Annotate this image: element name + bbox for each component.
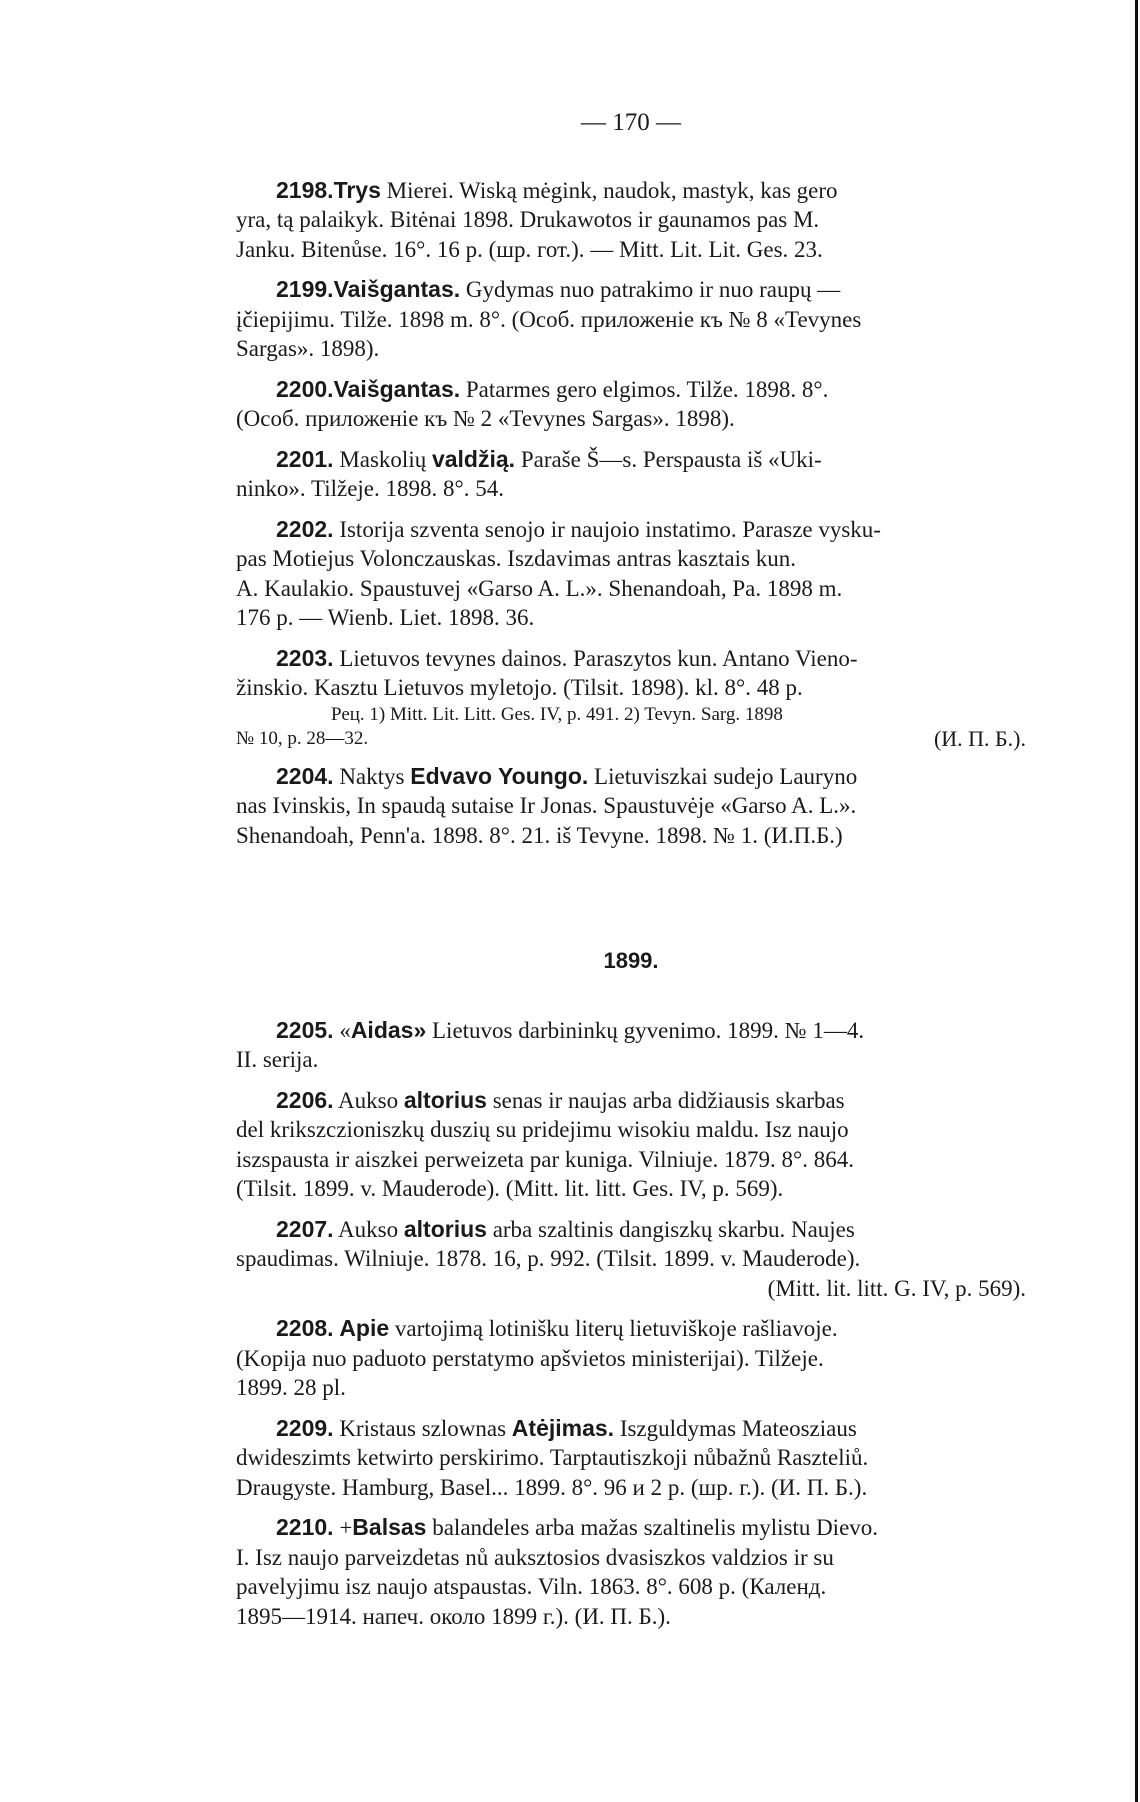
entry-number: 2210. bbox=[276, 1514, 334, 1540]
entry-prefix: Aukso bbox=[333, 1087, 404, 1113]
entry-text: pavelyjimu isz naujo atspaustas. Viln. 1863. 8°. 608 p. (Календ. bbox=[236, 1574, 827, 1599]
entry-first-line bbox=[236, 445, 1066, 475]
catalog-entry bbox=[236, 275, 1066, 364]
entry-text: 176 p. — Wienb. Liet. 1898. 36. bbox=[236, 605, 535, 630]
catalog-entry bbox=[236, 1513, 1066, 1631]
page-edge-line bbox=[1135, 0, 1138, 1802]
entry-bold-title: altorius bbox=[403, 1086, 487, 1113]
catalog-entry bbox=[236, 515, 1066, 633]
entry-number: 2209. bbox=[276, 1414, 334, 1441]
entry-text: II. serija. bbox=[236, 1047, 319, 1072]
entry-line bbox=[236, 1244, 1066, 1274]
entry-text: Shenandoah, Penn'a. 1898. 8°. 21. iš Tevyne. 1898. № 1. (И.П.Б.) bbox=[236, 822, 843, 848]
entry-line bbox=[236, 1344, 1066, 1374]
entry-text: nas Ivinskis, In spaudą sutaise Ir Jonas. Spaustuvėje «Garso A. L.». bbox=[236, 793, 857, 818]
entry-text: I. Isz naujo parveizdetas nů auksztosios dvasiszkos valdzios ir su bbox=[236, 1544, 834, 1570]
entry-line bbox=[236, 1473, 1066, 1503]
entry-number: 2204. bbox=[276, 762, 334, 789]
catalog-entry bbox=[236, 644, 1066, 751]
entry-text: Mierei. Wiską mėgink, naudok, mastyk, kas gero bbox=[380, 177, 838, 203]
entry-number: 2198. bbox=[276, 176, 334, 203]
entry-text: 1899. 28 pl. bbox=[236, 1375, 346, 1400]
entry-text: Istorija szventa senojo ir naujoio instatimo. Parasze vysku- bbox=[333, 516, 881, 542]
entry-text: Lietuviszkai sudejo Lauryno bbox=[588, 763, 858, 789]
entry-reference: (Mitt. lit. litt. G. IV, p. 569). bbox=[767, 1275, 1026, 1301]
entry-first-line bbox=[236, 275, 1066, 305]
entry-text: senas ir naujas arba didžiausis skarbas bbox=[486, 1087, 845, 1113]
catalog-entry bbox=[236, 445, 1066, 504]
entry-text: Lietuvos darbininkų gyvenimo. 1899. № 1—4. bbox=[426, 1017, 865, 1043]
entry-number: 2200. bbox=[276, 375, 334, 402]
entry-number: 2202. bbox=[276, 515, 334, 542]
document-page bbox=[236, 108, 1066, 1642]
entry-first-line bbox=[236, 176, 1066, 206]
entry-number: 2207. bbox=[276, 1215, 334, 1242]
entry-line bbox=[236, 1145, 1066, 1175]
entry-bold-title: Edvavo Youngo. bbox=[410, 762, 589, 789]
entry-bold-title: Atėjimas. bbox=[511, 1414, 615, 1441]
note-line: № 10, p. 28—32. bbox=[236, 727, 369, 749]
entry-line bbox=[236, 1045, 1066, 1075]
entry-line bbox=[236, 673, 1066, 703]
entry-line bbox=[236, 1373, 1066, 1403]
entry-first-line bbox=[236, 1086, 1066, 1116]
entry-number: 2203. bbox=[276, 644, 334, 671]
entry-text: pas Motiejus Volonczauskas. Iszdavimas antras kasztais kun. bbox=[236, 546, 796, 571]
entry-line bbox=[236, 334, 1066, 364]
entry-text: spaudimas. Wilniuje. 1878. 16, p. 992. (Tilsit. 1899. v. Mauderode). bbox=[236, 1246, 861, 1271]
entries-1898 bbox=[236, 176, 1066, 851]
entry-line bbox=[236, 1115, 1066, 1145]
entry-text: įčiepijimu. Tilže. 1898 m. 8°. (Особ. приложеніе къ № 8 «Tevynes bbox=[236, 306, 862, 332]
entry-text: Paraše Š—s. Perspausta iš «Uki- bbox=[515, 446, 822, 472]
entry-text: arba szaltinis dangiszkų skarbu. Naujes bbox=[486, 1216, 855, 1242]
entry-line bbox=[236, 474, 1066, 504]
entry-number: 2199. bbox=[276, 276, 334, 302]
entry-text: (Kopija nuo paduoto perstatymo apšvietos ministerijai). Tilžeje. bbox=[236, 1345, 824, 1371]
entry-text: del krikszczioniszkų duszių su pridejimu wisokiu maldu. Isz naujo bbox=[236, 1117, 849, 1142]
entry-text: (Tilsit. 1899. v. Mauderode). (Mitt. lit. litt. Ges. IV, p. 569). bbox=[236, 1176, 784, 1201]
catalog-entry bbox=[236, 1016, 1066, 1075]
entry-line bbox=[236, 1602, 1066, 1632]
entry-text: iszspausta ir aiszkei perweizeta par kuniga. Vilniuje. 1879. 8°. 864. bbox=[236, 1146, 855, 1172]
entry-number: 2206. bbox=[276, 1086, 334, 1113]
page-number: — 170 — bbox=[581, 109, 681, 136]
catalog-entry bbox=[236, 176, 1066, 265]
entry-line bbox=[236, 235, 1066, 265]
catalog-entry bbox=[236, 1414, 1066, 1503]
entry-text: vartojimą lotinišku literų lietuviškoje rašliavoje. bbox=[389, 1316, 838, 1341]
entry-text: Sargas». 1898). bbox=[236, 336, 380, 361]
entry-prefix: Kristaus szlownas bbox=[333, 1415, 512, 1441]
catalog-entry bbox=[236, 1314, 1066, 1403]
entry-line bbox=[236, 1543, 1066, 1573]
catalog-entry bbox=[236, 375, 1066, 434]
entries-1899 bbox=[236, 1016, 1066, 1632]
entry-bold-title: valdžią. bbox=[431, 445, 516, 472]
entry-line bbox=[236, 544, 1066, 574]
entry-review-note bbox=[236, 703, 1066, 751]
entry-text: A. Kaulakio. Spaustuvej «Garso A. L.». Shenandoah, Pa. 1898 m. bbox=[236, 575, 843, 601]
entry-text: Draugyste. Hamburg, Basel... 1899. 8°. 96 и 2 p. (шр. г.). (И. П. Б.). bbox=[236, 1474, 868, 1500]
entry-text: 1895—1914. напеч. около 1899 г.). (И. П. Б.). bbox=[236, 1603, 671, 1629]
entry-text: yra, tą palaikyk. Bitėnai 1898. Drukawotos ir gaunamos pas M. bbox=[236, 207, 820, 232]
entry-bold-title: Balsas bbox=[352, 1514, 427, 1540]
entry-first-line bbox=[236, 762, 1066, 792]
catalog-entry bbox=[236, 1086, 1066, 1204]
entry-line bbox=[236, 404, 1066, 434]
entry-prefix: Naktys bbox=[333, 763, 411, 789]
entry-bold-title: Trys bbox=[333, 176, 381, 203]
entry-text: Iszguldymas Mateosziaus bbox=[614, 1415, 857, 1441]
entry-text: balandeles arba mažas szaltinelis mylistu Dievo. bbox=[426, 1515, 879, 1540]
entry-number: 2201. bbox=[276, 445, 334, 472]
entry-text: (Особ. приложеніе къ № 2 «Tevynes Sargas». 1898). bbox=[236, 406, 735, 431]
entry-line bbox=[236, 603, 1066, 633]
entry-line bbox=[236, 574, 1066, 604]
entry-line bbox=[236, 305, 1066, 335]
entry-text: dwideszimts ketwirto perskirimo. Tarptautiszkoji nůbažnů Raszteliů. bbox=[236, 1445, 869, 1470]
entry-line bbox=[236, 1572, 1066, 1602]
entry-bold-title: Vaišgantas. bbox=[333, 375, 461, 402]
entry-line bbox=[236, 1443, 1066, 1473]
entry-number: 2205. bbox=[276, 1016, 334, 1043]
entry-bold-title: Apie bbox=[339, 1315, 390, 1341]
catalog-entry bbox=[236, 762, 1066, 851]
entry-prefix: Maskolių bbox=[333, 446, 432, 472]
entry-line bbox=[236, 205, 1066, 235]
entry-text: Gydymas nuo patrakimo ir nuo raupų — bbox=[460, 277, 841, 302]
note-line: Рец. 1) Mitt. Lit. Litt. Ges. IV, p. 491. 2) Tevyn. Sarg. 1898 bbox=[331, 703, 783, 725]
entry-text: ninko». Tilžeje. 1898. 8°. 54. bbox=[236, 476, 504, 501]
entry-bold-title: Aidas» bbox=[350, 1016, 427, 1043]
catalog-entry bbox=[236, 1215, 1066, 1304]
entry-first-line bbox=[236, 1016, 1066, 1046]
entry-first-line bbox=[236, 1414, 1066, 1444]
entry-first-line bbox=[236, 375, 1066, 405]
entry-prefix: « bbox=[333, 1017, 351, 1043]
entry-text: Patarmes gero elgimos. Tilže. 1898. 8°. bbox=[460, 376, 829, 402]
entry-first-line bbox=[236, 1513, 1066, 1543]
entry-line bbox=[236, 1174, 1066, 1204]
entry-first-line bbox=[236, 644, 1066, 674]
entry-prefix: + bbox=[333, 1515, 353, 1540]
entry-bold-title: altorius bbox=[403, 1215, 487, 1242]
entry-number: 2208. bbox=[276, 1315, 334, 1341]
entry-text: Janku. Bitenůse. 16°. 16 p. (шр. гот.). — Mitt. Lit. Lit. Ges. 23. bbox=[236, 236, 823, 262]
entry-first-line bbox=[236, 1215, 1066, 1245]
entry-first-line bbox=[236, 515, 1066, 545]
entry-line bbox=[236, 821, 1066, 851]
entry-prefix: Aukso bbox=[333, 1216, 404, 1242]
entry-line bbox=[236, 791, 1066, 821]
year-heading: 1899. bbox=[603, 948, 659, 973]
entry-text: Lietuvos tevynes dainos. Paraszytos kun. Antano Vieno- bbox=[333, 645, 858, 671]
entry-text: žinskio. Kasztu Lietuvos myletojo. (Tilsit. 1898). kl. 8°. 48 p. bbox=[236, 675, 803, 700]
entry-bold-title: Vaišgantas. bbox=[333, 276, 461, 302]
entry-first-line bbox=[236, 1314, 1066, 1344]
note-source: (И. П. Б.). bbox=[933, 725, 1026, 751]
